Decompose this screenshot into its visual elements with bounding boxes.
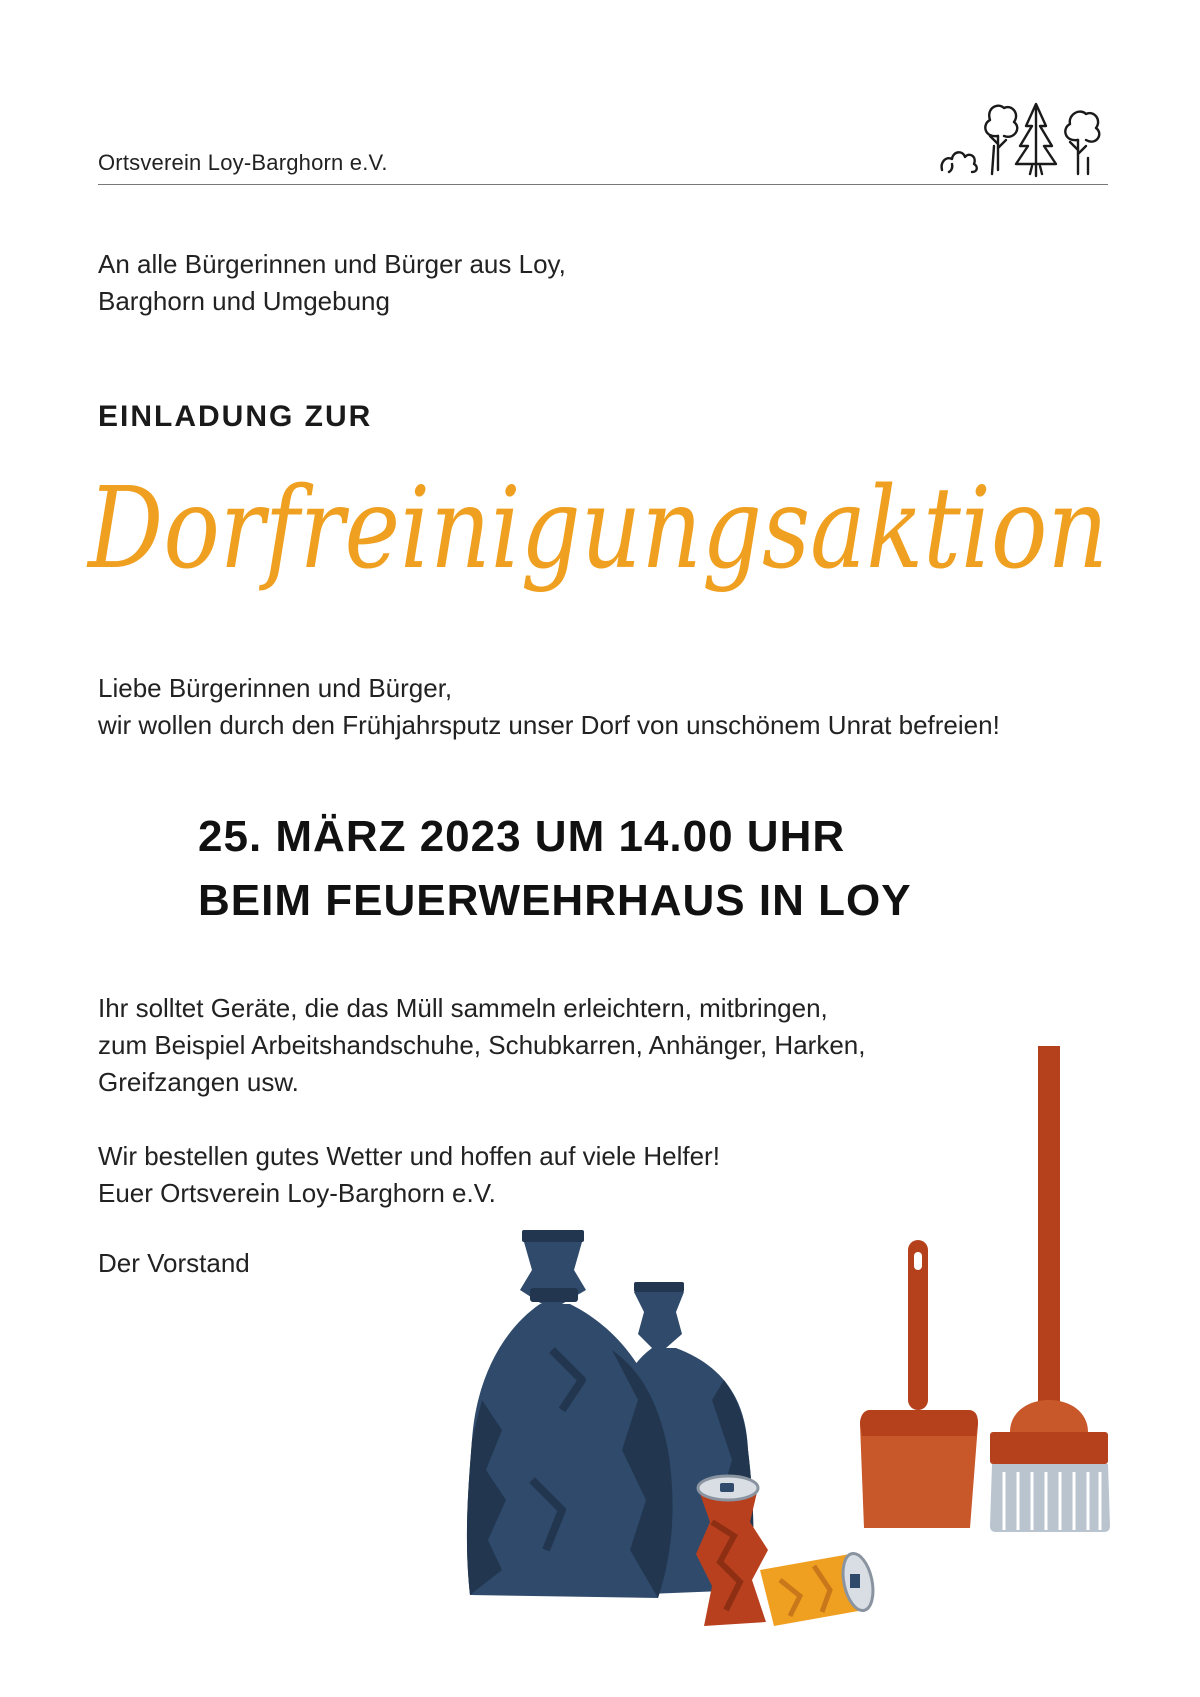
equipment-note <box>98 990 865 1101</box>
event-title <box>88 455 1118 635</box>
greeting-block <box>98 670 1000 744</box>
equipment-line-3: Greifzangen usw. <box>98 1067 299 1097</box>
event-location: BEIM FEUERWEHRHAUS IN LOY <box>198 876 912 925</box>
dustpan-illustration <box>858 1240 980 1530</box>
closing-block <box>98 1138 720 1212</box>
closing-line-2: Euer Ortsverein Loy-Barghorn e.V. <box>98 1178 496 1208</box>
signature: Der Vorstand <box>98 1248 250 1278</box>
greeting-line-1: Liebe Bürgerinnen und Bürger, <box>98 673 453 703</box>
address-line-2: Barghorn und Umgebung <box>98 286 390 316</box>
greeting-line-2: wir wollen durch den Frühjahrsputz unser Dorf von unschönem Unrat befreien! <box>98 710 1000 740</box>
organization-name: Ortsverein Loy-Barghorn e.V. <box>98 150 388 175</box>
closing-line-1: Wir bestellen gutes Wetter und hoffen auf viele Helfer! <box>98 1141 720 1171</box>
equipment-line-1: Ihr solltet Geräte, die das Müll sammeln erleichtern, mitbringen, <box>98 993 828 1023</box>
equipment-line-2: zum Beispiel Arbeitshandschuhe, Schubkarren, Anhänger, Harken, <box>98 1030 866 1060</box>
invitation-kicker: EINLADUNG ZUR <box>98 400 373 433</box>
trees-icon <box>938 96 1108 180</box>
address-block <box>98 246 566 320</box>
event-details <box>198 805 912 933</box>
header-divider <box>98 184 1108 185</box>
crushed-can-red <box>696 1476 768 1626</box>
event-datetime: 25. MÄRZ 2023 UM 14.00 UHR <box>198 812 846 861</box>
cans-illustration <box>690 1470 880 1630</box>
crushed-can-orange <box>760 1551 878 1626</box>
address-line-1: An alle Bürgerinnen und Bürger aus Loy, <box>98 249 566 279</box>
broom-illustration <box>988 1046 1112 1536</box>
event-title-text: Dorfreinigungsaktion <box>86 464 1109 594</box>
